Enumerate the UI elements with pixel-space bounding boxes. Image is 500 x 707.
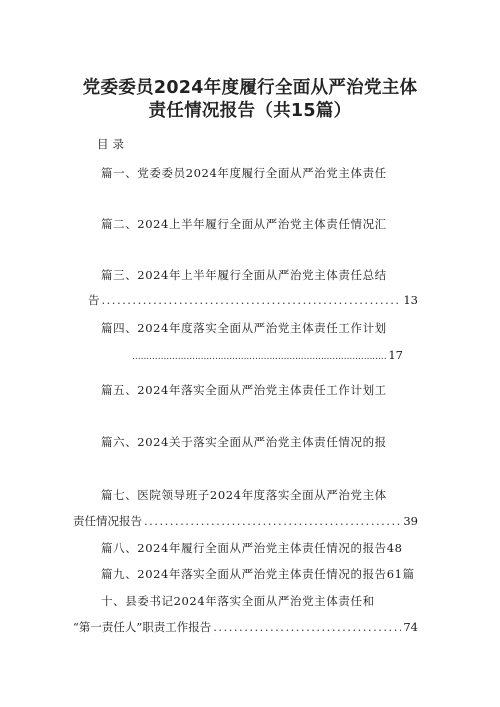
toc-entry-8[interactable]: 篇八、2024年履行全面从严治党主体责任情况的报告48 (101, 541, 403, 555)
toc-entry-7-leader[interactable] (73, 513, 418, 529)
toc-entry-10-page: 74 (403, 620, 418, 634)
dot-leader (144, 514, 401, 528)
toc-entry-10[interactable]: 十、县委书记2024年落实全面从严治党主体责任和 (101, 594, 375, 608)
toc-entry-7-continued: 责任情况报告 (73, 514, 142, 528)
toc-entry-2[interactable]: 篇二、2024上半年履行全面从严治党主体责任情况汇 (101, 217, 387, 231)
toc-entry-7-page: 39 (403, 514, 418, 528)
dot-leader (213, 620, 401, 634)
toc-entry-7[interactable]: 篇七、医院领导班子2024年度落实全面从严治党主体 (101, 488, 387, 502)
document-title-line-1: 党委委员2024年度履行全面从严治党主体 (82, 78, 418, 98)
toc-entry-10-continued: “第一责任人”职责工作报告 (73, 620, 212, 634)
toc-heading: 目录 (97, 137, 128, 151)
toc-entry-10-leader[interactable] (73, 619, 418, 635)
toc-entry-3-continued: 告 (88, 293, 100, 307)
toc-entry-1[interactable]: 篇一、党委委员2024年度履行全面从严治党主体责任 (101, 166, 387, 180)
toc-entry-5[interactable]: 篇五、2024年落实全面从严治党主体责任工作计划工 (101, 383, 387, 397)
toc-entry-4[interactable]: 篇四、2024年度落实全面从严治党主体责任工作计划 (101, 321, 387, 335)
toc-entry-9[interactable]: 篇九、2024年落实全面从严治党主体责任情况的报告61篇 (101, 567, 415, 581)
dot-leader (102, 293, 402, 307)
toc-entry-3[interactable]: 篇三、2024年上半年履行全面从严治党主体责任总结 (101, 268, 387, 282)
toc-entry-3-leader[interactable] (88, 292, 418, 308)
dot-leader (132, 348, 386, 362)
toc-entry-4-leader[interactable] (130, 348, 403, 362)
toc-entry-4-page: 17 (388, 348, 403, 362)
toc-entry-6[interactable]: 篇六、2024关于落实全面从严治党主体责任情况的报 (101, 435, 387, 449)
toc-entry-3-page: 13 (403, 293, 418, 307)
document-title-line-2: 责任情况报告（共15篇） (148, 101, 352, 121)
